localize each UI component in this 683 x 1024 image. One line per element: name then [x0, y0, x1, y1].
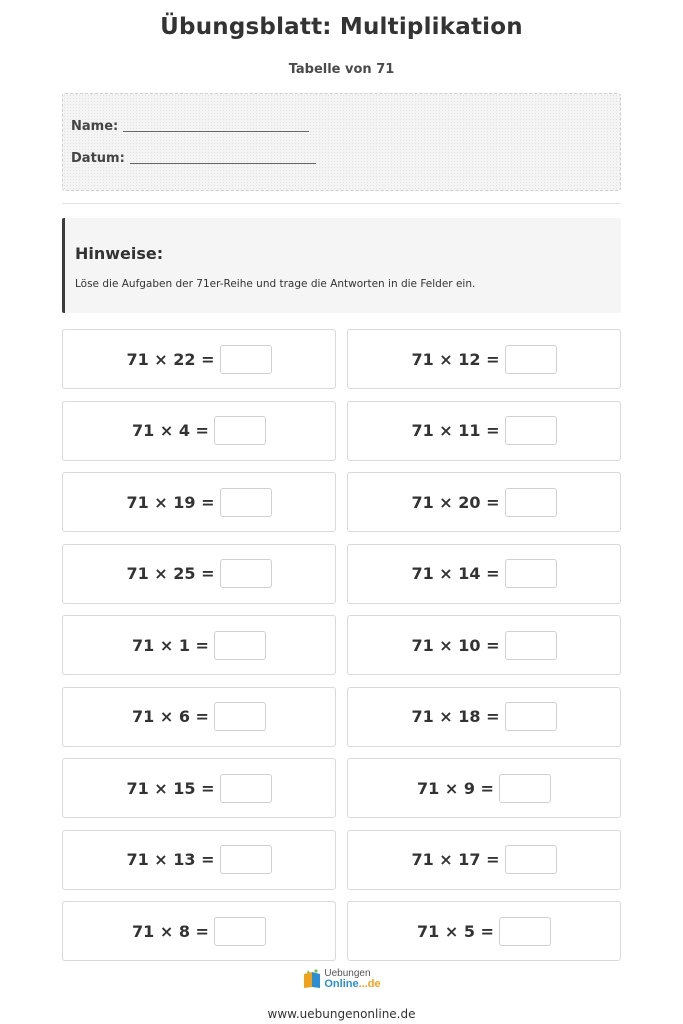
task-equation: 71 × 15 = — [126, 778, 215, 798]
task-card — [62, 687, 336, 747]
student-info-box — [62, 93, 621, 191]
answer-input[interactable] — [220, 559, 272, 588]
task-card — [62, 615, 336, 675]
task-equation: 71 × 19 = — [126, 492, 215, 512]
answer-input[interactable] — [214, 416, 266, 445]
date-label: Datum: — [71, 151, 125, 166]
task-card — [347, 544, 621, 604]
hints-title: Hinweise: — [75, 244, 164, 263]
logo-line-1: Uebungen — [324, 968, 371, 979]
answer-input[interactable] — [505, 345, 557, 374]
task-card — [62, 401, 336, 461]
task-card — [62, 472, 336, 532]
logo-wordmark — [324, 969, 380, 989]
hints-box — [62, 218, 621, 313]
task-equation: 71 × 11 = — [411, 421, 500, 440]
page-title: Übungsblatt: Multiplikation — [160, 14, 523, 40]
task-equation: 71 × 22 = — [126, 349, 215, 369]
logo-suffix: ...de — [358, 978, 381, 990]
answer-input[interactable] — [214, 917, 266, 946]
name-field-row — [71, 119, 309, 134]
answer-input[interactable] — [499, 774, 551, 803]
logo-online: Online — [324, 978, 359, 990]
name-blank-line[interactable] — [123, 131, 309, 132]
answer-input[interactable] — [505, 631, 557, 660]
answer-input[interactable] — [220, 774, 272, 803]
book-icon — [302, 968, 322, 990]
task-card — [347, 615, 621, 675]
answer-input[interactable] — [505, 559, 557, 588]
task-equation: 71 × 10 = — [411, 635, 500, 655]
task-card — [62, 544, 336, 604]
task-equation: 71 × 5 = — [417, 921, 494, 941]
logo-line-2 — [324, 979, 380, 989]
task-card — [62, 830, 336, 890]
task-grid — [62, 329, 621, 961]
answer-input[interactable] — [220, 345, 272, 374]
task-card — [347, 401, 621, 461]
page-subtitle: Tabelle von 71 — [288, 62, 395, 77]
task-card — [347, 472, 621, 532]
answer-input[interactable] — [505, 702, 557, 731]
answer-input[interactable] — [505, 416, 557, 445]
task-equation: 71 × 8 = — [132, 921, 209, 941]
section-divider — [62, 203, 621, 204]
site-logo[interactable] — [0, 968, 683, 990]
task-equation: 71 × 25 = — [126, 564, 215, 583]
footer-url[interactable]: www.uebungenonline.de — [267, 1007, 416, 1021]
answer-input[interactable] — [220, 488, 272, 517]
task-equation: 71 × 12 = — [411, 349, 500, 369]
task-card — [62, 329, 336, 389]
name-label: Name: — [71, 119, 119, 134]
answer-input[interactable] — [220, 845, 272, 874]
answer-input[interactable] — [505, 488, 557, 517]
hints-text: Löse die Aufgaben der 71er-Reihe und trage die Antworten in die Felder ein. — [75, 278, 476, 290]
task-card — [347, 758, 621, 818]
answer-input[interactable] — [214, 631, 266, 660]
task-equation: 71 × 4 = — [132, 421, 209, 440]
answer-input[interactable] — [214, 702, 266, 731]
date-field-row — [71, 151, 316, 166]
answer-input[interactable] — [505, 845, 557, 874]
task-card — [347, 830, 621, 890]
task-card — [62, 758, 336, 818]
task-equation: 71 × 9 = — [417, 778, 494, 798]
task-equation: 71 × 18 = — [411, 707, 500, 726]
task-equation: 71 × 1 = — [132, 635, 209, 655]
task-card — [347, 901, 621, 961]
task-equation: 71 × 14 = — [411, 564, 500, 583]
task-card — [347, 329, 621, 389]
task-equation: 71 × 6 = — [132, 707, 209, 726]
task-equation: 71 × 17 = — [411, 850, 500, 869]
task-equation: 71 × 20 = — [411, 492, 500, 512]
answer-input[interactable] — [499, 917, 551, 946]
task-card — [347, 687, 621, 747]
task-card — [62, 901, 336, 961]
task-equation: 71 × 13 = — [126, 850, 215, 869]
date-blank-line[interactable] — [130, 163, 316, 164]
